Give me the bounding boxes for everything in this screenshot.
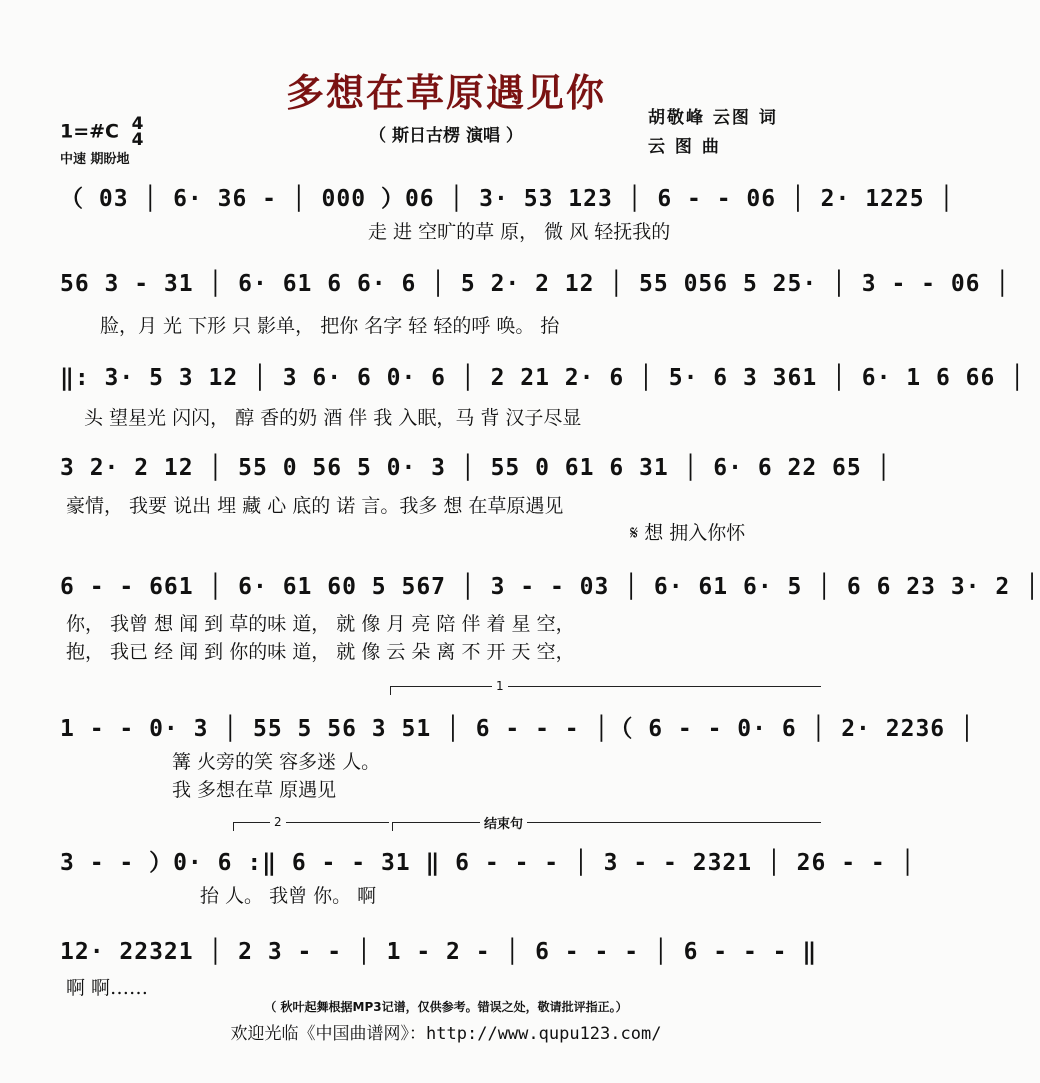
lyric-line: 抬 人。 我曾 你。 啊 [200, 885, 377, 907]
website-url[interactable]: http://www.qupu123.com/ [426, 1024, 662, 1044]
notation-line: 3 - - ）0· 6 :‖ 6 - - 31 ‖ 6 - - - │ 3 - - 2321 │ 26 - - │ [60, 850, 916, 876]
time-signature-bottom: 4 [131, 130, 144, 150]
notation-line: 6 - - 661 │ 6· 61 60 5 567 │ 3 - - 03 │ 6· 61 6· 5 │ 6 6 23 3· 2 │ [60, 574, 1040, 600]
lyric-line: 篝 火旁的笑 容多迷 人。 [172, 751, 381, 773]
lyric-line: 豪情， 我要 说出 埋 藏 心 底的 诺 言。我多 想 在草原遇见 [66, 495, 564, 517]
lyric-line: 头 望星光 闪闪， 醇 香的奶 酒 伴 我 入眠，马 背 汉子尽显 [84, 407, 582, 429]
ending-label: 结束句 [480, 813, 527, 832]
volta-bracket [390, 686, 821, 695]
performer-subtitle: （ 斯日古楞 演唱 ） [369, 126, 523, 146]
tempo-marking: 中速 期盼地 [60, 152, 130, 167]
lyric-line-2: 我 多想在草 原遇见 [172, 779, 337, 801]
song-title: 多想在草原遇见你 [285, 71, 606, 115]
key-signature [60, 116, 143, 148]
notation-line: （ 03 │ 6· 36 - │ 000 ）06 │ 3· 53 123 │ 6 - - 06 │ 2· 1225 │ [60, 186, 955, 212]
time-signature [132, 116, 144, 148]
volta-label: 1 [492, 679, 508, 693]
key-label: 1=#C [60, 120, 120, 143]
lyric-line: 走 进 空旷的草 原， 微 风 轻抚我的 [368, 221, 671, 243]
lyricist-credit: 胡敬峰 云图 词 [648, 108, 778, 128]
website-label: 欢迎光临《中国曲谱网》： [230, 1024, 427, 1044]
lyric-line: 啊 啊…… [66, 977, 149, 999]
website-banner [0, 1019, 892, 1044]
time-signature-top: 4 [131, 114, 144, 134]
lyric-line: 你， 我曾 想 闻 到 草的味 道， 就 像 月 亮 陪 伴 着 星 空， [66, 613, 575, 635]
lyric-line-2: 𝄋 想 拥入你怀 [630, 522, 746, 544]
lyric-line-2: 抱， 我已 经 闻 到 你的味 道， 就 像 云 朵 离 不 开 天 空， [66, 641, 575, 663]
notation-line: 3 2· 2 12 │ 55 0 56 5 0· 3 │ 55 0 61 6 31 │ 6· 6 22 65 │ [60, 455, 892, 481]
lyric-line: 脸，月 光 下形 只 影单， 把你 名字 轻 轻的呼 唤。 抬 [100, 315, 560, 337]
composer-credit: 云 图 曲 [648, 137, 721, 157]
notation-line: 12· 22321 │ 2 3 - - │ 1 - 2 - │ 6 - - - │ 6 - - - ‖ [60, 939, 818, 965]
notation-line: ‖: 3· 5 3 12 │ 3 6· 6 0· 6 │ 2 21 2· 6 │ 5· 6 3 361 │ 6· 1 6 66 │ [60, 365, 1026, 391]
ending-bracket [392, 822, 821, 831]
volta-label: 2 [270, 815, 286, 829]
notation-line: 1 - - 0· 3 │ 55 5 56 3 51 │ 6 - - - │（ 6 - - 0· 6 │ 2· 2236 │ [60, 716, 975, 742]
transcription-note: （ 秋叶起舞根据MP3记谱，仅供参考。错误之处，敬请批评指正。） [264, 1000, 628, 1014]
volta-bracket [233, 822, 389, 831]
notation-line: 56 3 - 31 │ 6· 61 6 6· 6 │ 5 2· 2 12 │ 55 056 5 25· │ 3 - - 06 │ [60, 271, 1011, 297]
